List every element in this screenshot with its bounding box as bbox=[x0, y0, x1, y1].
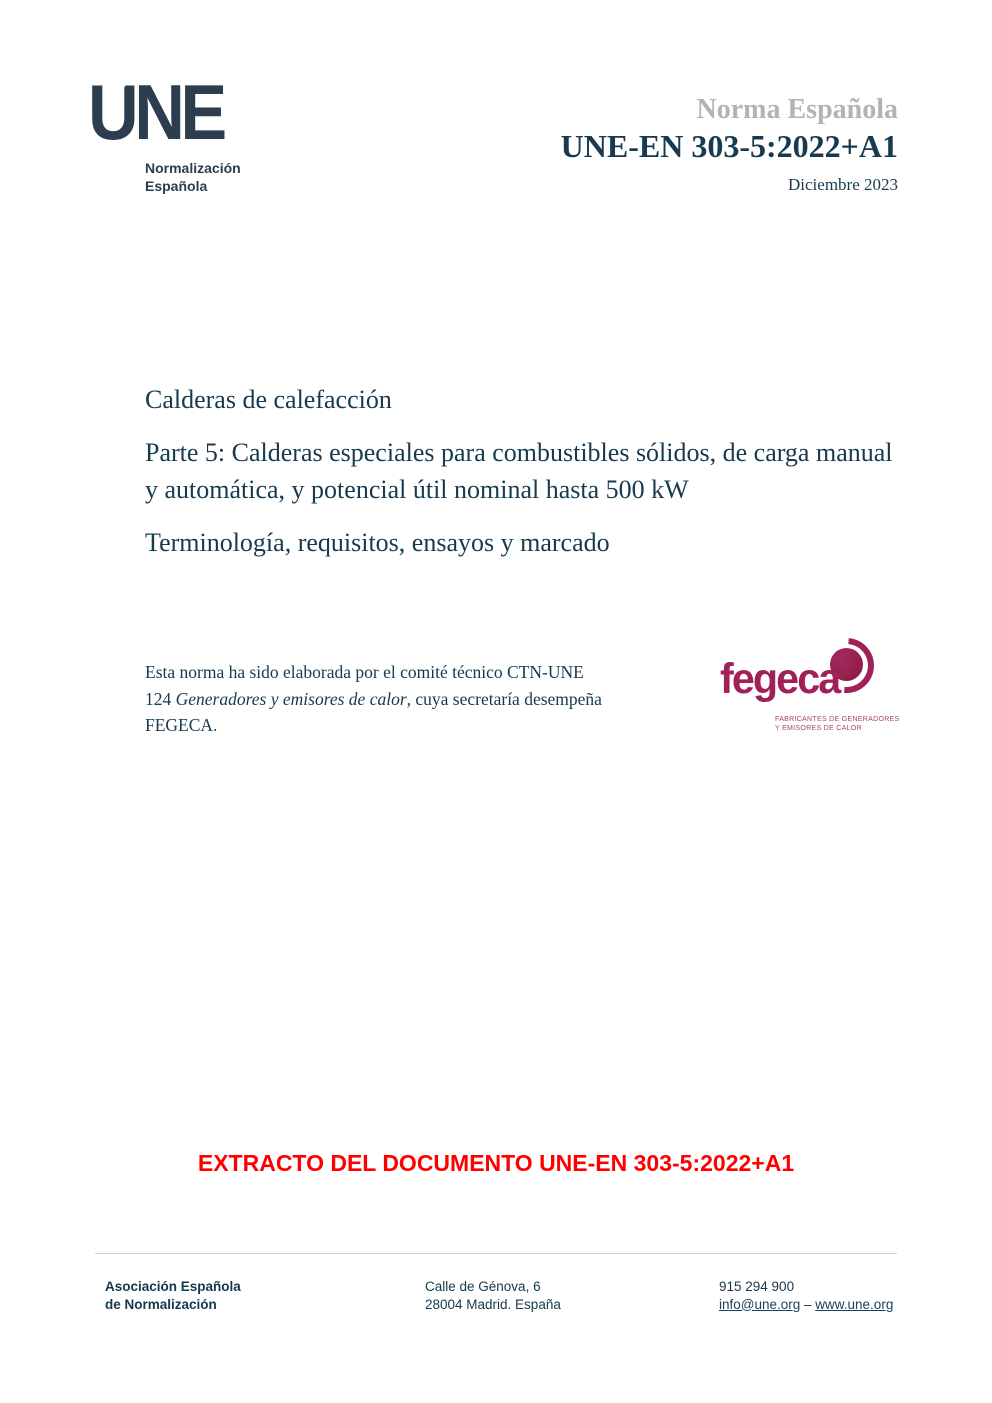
committee-note-text-after: , cuya secretaría desempeña FEGECA. bbox=[145, 688, 602, 735]
footer-org-line1: Asociación Española bbox=[105, 1279, 241, 1294]
footer-organization bbox=[105, 1278, 241, 1313]
une-logo-text: UNE bbox=[88, 68, 223, 156]
footer-links-line bbox=[719, 1296, 893, 1314]
publication-date: Diciembre 2023 bbox=[788, 175, 898, 194]
title-subject: Calderas de calefacción bbox=[145, 385, 392, 414]
une-logo bbox=[88, 68, 308, 195]
title-part: Parte 5: Calderas especiales para combustibles sólidos, de carga manual y automática, y potencial útil nominal hasta 500 kW bbox=[145, 438, 893, 504]
footer-phone: 915 294 900 bbox=[719, 1279, 795, 1294]
fegeca-tagline-line1: FABRICANTES DE GENERADORES bbox=[775, 716, 900, 723]
une-logo-subtitle-line2: Española bbox=[145, 177, 208, 194]
document-header bbox=[561, 94, 898, 195]
document-type-label: Norma Española bbox=[696, 94, 898, 125]
extract-notice: EXTRACTO DEL DOCUMENTO UNE-EN 303-5:2022+A1 bbox=[197, 1150, 795, 1176]
footer-org-line2: de Normalización bbox=[105, 1296, 217, 1312]
website-link[interactable]: www.une.org bbox=[815, 1296, 894, 1312]
une-logo-notch-shape bbox=[112, 85, 126, 106]
une-logo-subtitle-line1: Normalización bbox=[145, 160, 241, 176]
footer-address bbox=[425, 1278, 561, 1313]
une-logo-subtitle bbox=[145, 160, 308, 195]
footer-address-line1: Calle de Génova, 6 bbox=[425, 1279, 541, 1294]
fegeca-tagline bbox=[775, 716, 900, 733]
footer-contact bbox=[719, 1278, 893, 1313]
fegeca-logo bbox=[715, 643, 900, 753]
title-block bbox=[145, 381, 893, 561]
committee-note-text-before: Esta norma ha sido elaborada por el comité técnico CTN-UNE 124 bbox=[145, 662, 584, 709]
footer-address-line2: 28004 Madrid. España bbox=[425, 1296, 561, 1312]
footer-divider bbox=[95, 1253, 897, 1254]
standard-code: UNE-EN 303-5:2022+A1 bbox=[560, 128, 898, 164]
committee-note-italic: Generadores y emisores de calor bbox=[175, 688, 407, 709]
email-link[interactable]: info@une.org bbox=[719, 1296, 801, 1312]
committee-note bbox=[145, 659, 611, 739]
title-scope: Terminología, requisitos, ensayos y marcado bbox=[145, 528, 610, 557]
fegeca-wordmark: fegeca bbox=[720, 655, 840, 703]
footer-links-separator: – bbox=[800, 1296, 816, 1312]
une-logo-wordmark bbox=[88, 68, 223, 156]
fegeca-tagline-line2: Y EMISORES DE CALOR bbox=[775, 724, 862, 732]
